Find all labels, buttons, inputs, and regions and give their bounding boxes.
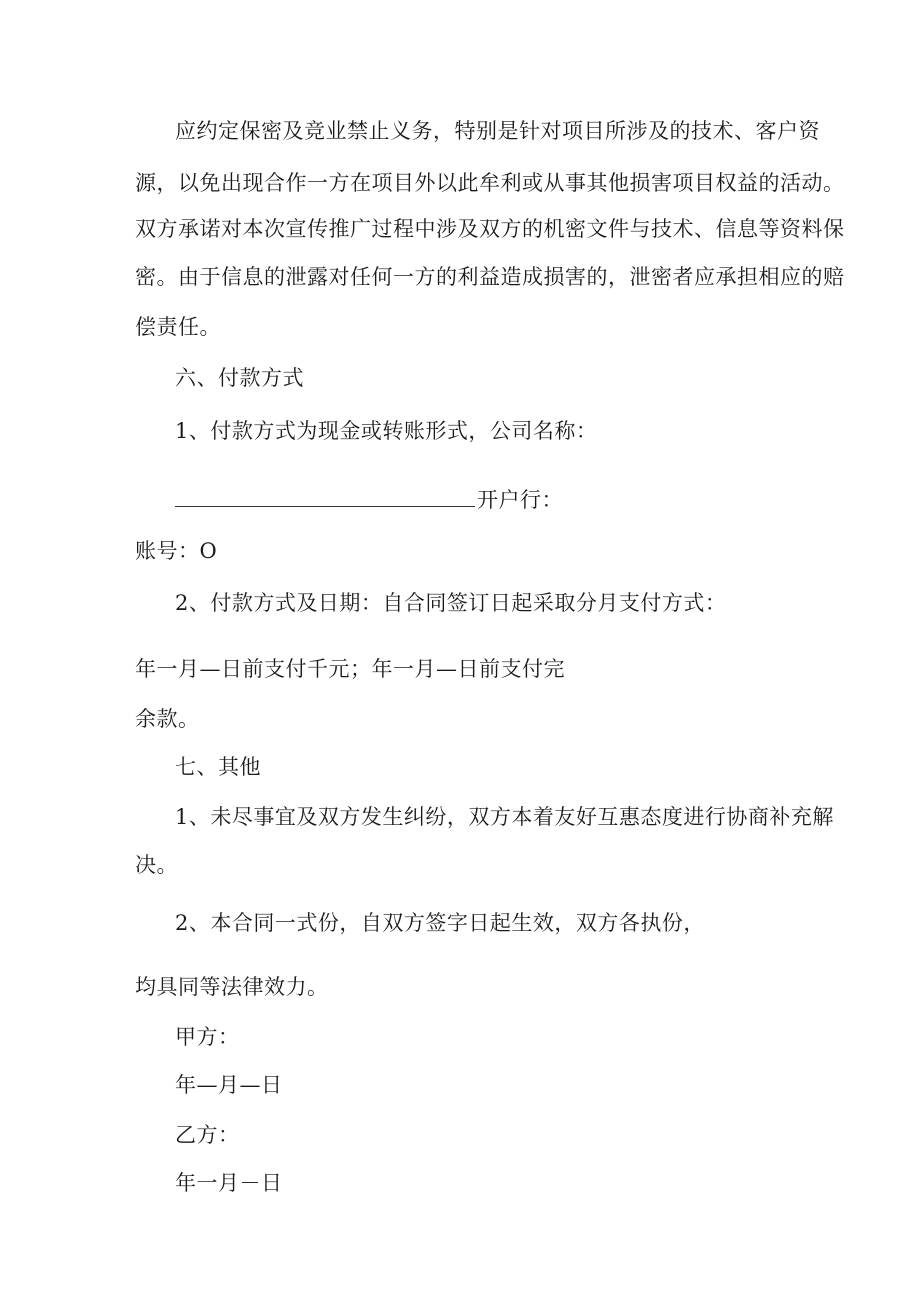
bank-label: 开户行： — [477, 488, 563, 512]
payment-item-1: 1、付款方式为现金或转账形式，公司名称： — [175, 419, 598, 443]
confidentiality-para-line-4: 密。由于信息的泄露对任何一方的利益造成损害的，泄密者应承担相应的赔 — [135, 265, 845, 289]
other-item-2-line-2: 均具同等法律效力。 — [135, 975, 329, 999]
section-7-heading: 七、其他 — [175, 755, 261, 779]
other-item-1-line-2: 决。 — [135, 853, 178, 877]
party-b-date: 年一月－日 — [175, 1171, 283, 1195]
payment-schedule-line-1: 年一月—日前支付千元；年一月—日前支付完 — [135, 657, 565, 681]
other-item-1-line-1: 1、未尽事宜及双方发生纠纷，双方本着友好互惠态度进行协商补充解 — [175, 805, 834, 829]
account-line: 账号：O — [135, 539, 218, 563]
payment-item-2: 2、付款方式及日期：自合同签订日起采取分月支付方式： — [175, 591, 727, 615]
other-item-2-line-1: 2、本合同一式份，自双方签字日起生效，双方各执份， — [175, 911, 705, 935]
party-a-label: 甲方： — [175, 1025, 240, 1049]
confidentiality-para-line-5: 偿责任。 — [135, 315, 221, 339]
party-a-date: 年—月—日 — [175, 1073, 283, 1097]
section-6-heading: 六、付款方式 — [175, 366, 304, 390]
confidentiality-para-line-3: 双方承诺对本次宣传推广过程中涉及双方的机密文件与技术、信息等资料保 — [135, 217, 845, 241]
confidentiality-para-line-2: 源，以免出现合作一方在项目外以此牟利或从事其他损害项目权益的活动。 — [135, 171, 845, 195]
bank-row — [175, 486, 563, 513]
company-name-blank — [175, 486, 475, 507]
confidentiality-para-line-1: 应约定保密及竞业禁止义务，特别是针对项目所涉及的技术、客户资 — [175, 119, 820, 143]
payment-schedule-line-2: 余款。 — [135, 707, 200, 731]
party-b-label: 乙方： — [175, 1123, 240, 1147]
